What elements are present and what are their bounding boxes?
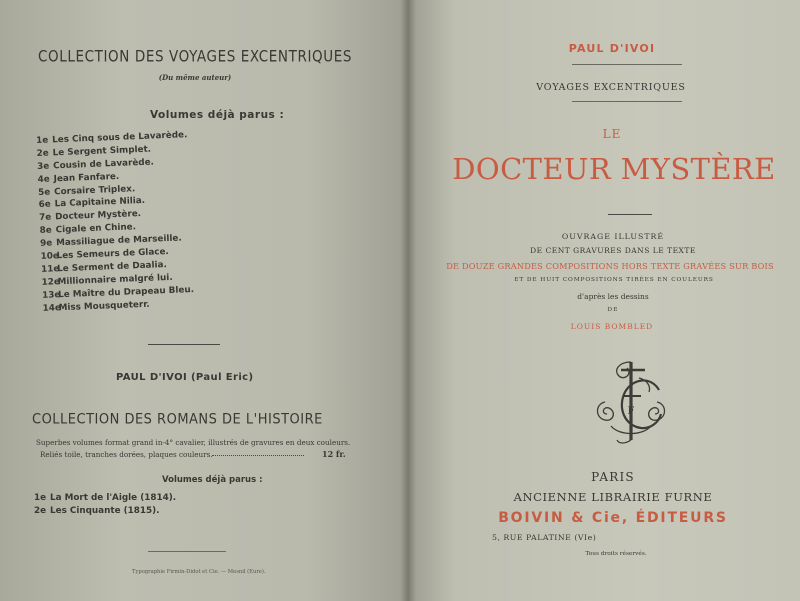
romans-description-line-2: Reliés toile, tranches dorées, plaques couleurs. [40, 450, 213, 459]
romans-description-line-1: Superbes volumes format grand in-4° cavalier, illustrés de gravures en deux couleurs. [36, 438, 351, 447]
volume-title: Le Serment de Daalia. [56, 259, 168, 275]
romans-price: 12 fr. [322, 449, 346, 459]
illustration-line-4: ET DE HUIT COMPOSITIONS TIRÉES EN COULEURS [514, 277, 714, 283]
volume-number: 8e [39, 225, 52, 237]
volumes-list [36, 129, 195, 315]
romans-volumes-list [34, 492, 176, 518]
illustration-line-1: OUVRAGE ILLUSTRÉ [561, 232, 665, 241]
divider [572, 64, 682, 65]
volume-number: 11e [40, 264, 60, 275]
series-name: VOYAGES EXCENTRIQUES [536, 82, 686, 93]
list-item [34, 492, 176, 505]
list-item [34, 505, 176, 518]
volume-title: Miss Mousqueterr. [58, 299, 150, 313]
illustration-line-2: DE CENT GRAVURES DANS LE TEXTE [530, 246, 696, 255]
volume-title: Le Sergent Simplet. [52, 144, 152, 159]
romans-volumes-heading: Volumes déjà parus : [162, 475, 263, 485]
illustration-line-5: d'après les dessins [577, 292, 649, 301]
illustration-line-6: DE [607, 307, 619, 313]
volume-number: 9e [39, 238, 53, 250]
volume-number: 7e [39, 212, 52, 224]
illustration-line-3: DE DOUZE GRANDES COMPOSITIONS HORS TEXTE GRAVÉES SUR BOIS [446, 261, 774, 271]
imprint-city: PARIS [591, 470, 635, 484]
divider [148, 551, 226, 552]
volume-title: Les Cinquante (1815). [50, 506, 160, 516]
volume-number: 14e [42, 302, 62, 314]
volume-title: Millionnaire malgré lui. [57, 272, 173, 288]
volume-title: Docteur Mystère. [54, 209, 142, 223]
volume-title: Le Maître du Drapeau Bleu. [57, 284, 195, 300]
book-title: DOCTEUR MYSTÈRE [452, 152, 776, 186]
title-article: LE [602, 127, 622, 141]
volume-number: 5e [38, 187, 51, 198]
volume-title: Cigale en Chine. [55, 222, 137, 236]
romans-collection-title: COLLECTION DES ROMANS DE L'HISTOIRE [32, 411, 323, 428]
volume-title: Les Cinq sous de Lavarède. [52, 130, 188, 146]
volume-title: La Capitaine Nilia. [54, 196, 146, 210]
volume-title: Jean Fanfare. [53, 171, 120, 185]
publisher-line-1: ANCIENNE LIBRAIRIE FURNE [513, 490, 713, 504]
volume-number: 2e [36, 148, 50, 159]
volume-title: Corsaire Triplex. [54, 183, 136, 197]
publisher-line-2: BOIVIN & Cie, ÉDITEURS [498, 510, 728, 526]
volume-title: Massiliague de Marseille. [55, 233, 182, 249]
volume-number: 4e [37, 174, 50, 185]
volume-title: Cousin de Lavarède. [53, 157, 155, 172]
illustrator-name: LOUIS BOMBLED [570, 322, 654, 331]
volume-title: La Mort de l'Aigle (1814). [50, 493, 177, 503]
left-author-line: PAUL D'IVOI (Paul Eric) [116, 372, 254, 383]
dot-leader [212, 455, 304, 456]
divider [148, 344, 220, 345]
left-volumes-heading: Volumes déjà parus : [150, 109, 285, 121]
volume-number: 13e [41, 289, 61, 301]
printer-note: Typographie Firmin-Didot et Cie. — Mesnil (Eure). [132, 569, 266, 575]
volume-number: 2e [34, 506, 47, 516]
volume-number: 1e [36, 135, 49, 146]
left-collection-title: COLLECTION DES VOYAGES EXCENTRIQUES [37, 47, 353, 67]
divider [608, 214, 652, 215]
volume-number: 12e [41, 276, 61, 288]
divider [572, 101, 682, 102]
svg-text:F: F [627, 406, 635, 417]
volume-number: 6e [38, 199, 51, 211]
left-collection-subtitle: (Du même auteur) [158, 73, 232, 82]
publisher-monogram-icon [591, 356, 671, 448]
volume-title: Les Semeurs de Glace. [56, 247, 170, 262]
volume-number: 1e [34, 493, 47, 503]
author-name: PAUL D'IVOI [568, 42, 656, 55]
volume-number: 10e [40, 251, 60, 262]
rights-notice: Tous droits réservés. [585, 551, 647, 557]
volume-number: 3e [37, 161, 50, 172]
publisher-address: 5, RUE PALATINE (VIe) [492, 533, 597, 542]
